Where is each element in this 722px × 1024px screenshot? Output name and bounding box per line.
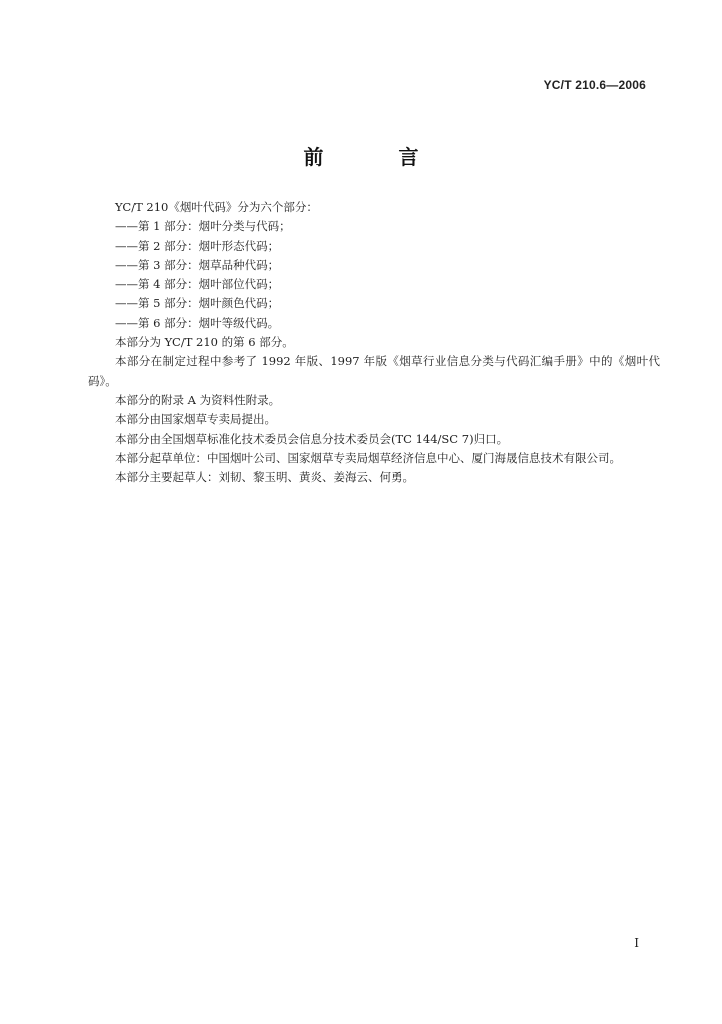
intro-line: YC/T 210《烟叶代码》分为六个部分： [115,200,318,214]
centralized-by-statement: 本部分由全国烟草标准化技术委员会信息分技术委员会(TC 144/SC 7)归口。 [115,431,509,446]
drafting-units-statement: 本部分起草单位：中国烟叶公司、国家烟草专卖局烟草经济信息中心、厦门海晟信息技术有限公司。 [115,450,621,465]
page-title: 前 言 [303,145,453,169]
part-item: ——第 3 部分：烟草品种代码； [115,257,280,272]
part-item: ——第 1 部分：烟叶分类与代码； [115,219,291,234]
page-number: I [634,936,639,950]
drafters-statement: 本部分主要起草人：刘韧、黎玉明、黄炎、姜海云、何勇。 [115,470,414,485]
reference-statement: 本部分在制定过程中参考了 1992 年版、1997 年版《烟草行业信息分类与代码汇编手册》中的《烟叶代码》。 [88,354,660,388]
standard-code: YC/T 210.6—2006 [543,78,646,92]
this-part-statement: 本部分为 YC/T 210 的第 6 部分。 [115,335,294,350]
part-item: ——第 4 部分：烟叶部位代码； [115,277,280,292]
part-item: ——第 2 部分：烟叶形态代码； [115,238,280,253]
proposed-by-statement: 本部分由国家烟草专卖局提出。 [115,412,276,427]
part-item: ——第 5 部分：烟叶颜色代码； [115,296,280,311]
foreword-body [88,198,660,487]
part-item: ——第 6 部分：烟叶等级代码。 [115,315,280,330]
annex-statement: 本部分的附录 A 为资料性附录。 [115,392,281,407]
